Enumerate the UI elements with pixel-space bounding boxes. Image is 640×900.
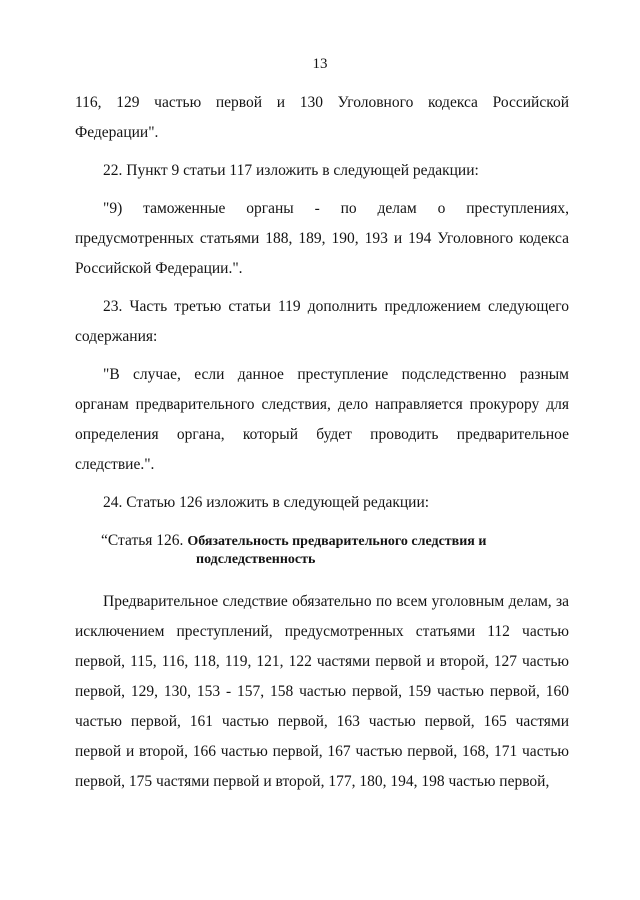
page-number: 13 xyxy=(312,56,328,72)
paragraph-article-126-body: Предварительное следствие обязательно по всем уголовным делам, за исключением преступлений, предусмотренных статьями 112 частью первой, 115, 116, 118, 119, 121, 122 частями первой и второй, 127 частью первой, 129, 130, 153 - 157, 158 частью первой, 159 частью первой, 160 частью первой, 161 частью первой, 163 частью первой, 165 частями первой и второй, 166 частью первой, 167 частью первой, 168, 171 частью первой, 175 частями первой и второй, 177, 180, 194, 198 частью первой, xyxy=(75,593,569,790)
article-title-line2: подследственность xyxy=(196,552,316,567)
paragraph-item-24: 24. Статью 126 изложить в следующей редакции: xyxy=(103,494,430,511)
paragraph-quote-9-rest: предусмотренных статьями 188, 189, 190, 193 и 194 Уголовного кодекса Российской Федерации.". xyxy=(75,230,569,277)
article-number: “Статья 126. xyxy=(101,532,188,549)
paragraph-continuation-line1: 116, 129 частью первой и 130 Уголовного кодекса Российской xyxy=(75,94,569,111)
document-body xyxy=(75,88,569,797)
article-126-heading xyxy=(75,532,569,569)
paragraph-quote-case: "В случае, если данное преступление подследственно разным органам предварительного следствия, дело направляется прокурору для определения органа, который будет проводить предварительное следствие.". xyxy=(75,366,569,473)
paragraph-item-23-line1: 23. Часть третью статьи 119 дополнить предложением следующего xyxy=(103,298,569,315)
paragraph-item-22: 22. Пункт 9 статьи 117 изложить в следующей редакции: xyxy=(103,162,479,179)
paragraph-item-23-line2: содержания: xyxy=(75,328,158,345)
paragraph-continuation-line2: Федерации". xyxy=(75,124,159,141)
article-title-line1: Обязательность предварительного следствия и xyxy=(187,534,487,549)
paragraph-quote-9-line1: "9) таможенные органы - по делам о преступлениях, xyxy=(103,200,569,217)
